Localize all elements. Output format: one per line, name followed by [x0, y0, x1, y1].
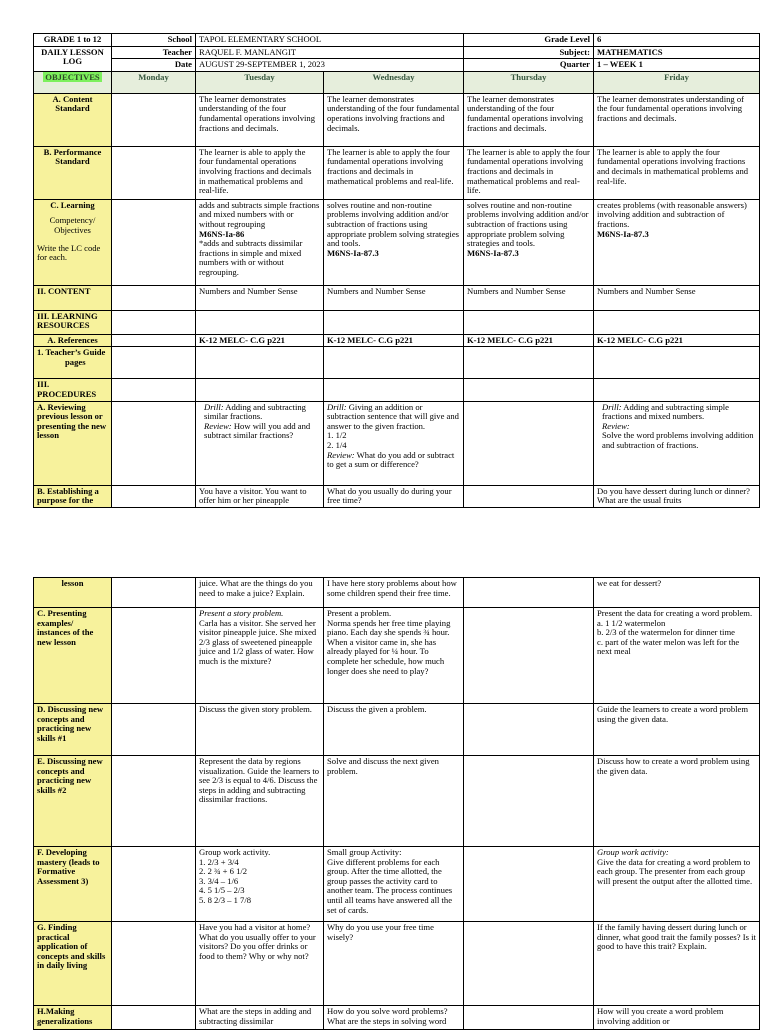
presenting-fri-item-c: c. part of the water melon was left for the next meal: [597, 636, 740, 657]
row-label-establishing-cont: lesson: [34, 578, 112, 608]
presenting-wed-text: Norma spends her free time playing piano. Each day she spends ¾ hour. When a visitor came in, she has already played for ¼ hour. To complete her schedule, how much longer does she need to play?: [327, 617, 451, 676]
cell-thu: [464, 578, 594, 608]
row-label-content-standard: A. Content Standard: [34, 93, 112, 146]
objectives-header: [34, 71, 112, 93]
developing-fri-text: Give the data for creating a word problem to each group. The presenter from each group will present the output after the allotted time.: [597, 856, 753, 886]
day-tuesday: Tuesday: [196, 71, 324, 93]
performance-standard-tue: The learner is able to apply the four fundamental operations involving fractions and decimals in mathematical problems and real-life.: [196, 146, 324, 199]
cell-thu: [464, 379, 594, 401]
reviewing-wed: [324, 401, 464, 485]
row-label-discussing-1: D. Discussing new concepts and practicing new skills #1: [34, 704, 112, 756]
cell-wed: [324, 379, 464, 401]
cell-monday: [112, 922, 196, 1006]
content-tue: Numbers and Number Sense: [196, 285, 324, 310]
cell-wed: [324, 310, 464, 334]
developing-tue-item-3: 3. 3/4 – 1/6: [199, 875, 239, 886]
discussing2-tue: Represent the data by regions visualization. Guide the learners to see 2/3 is equal to 4/6. Discuss the steps in adding and subtracting dissimilar fractions.: [196, 756, 324, 847]
content-standard-wed: The learner demonstrates understanding of the four fundamental operations involving fractions and decimals.: [324, 93, 464, 146]
grade-label: GRADE 1 to 12: [34, 34, 112, 47]
reviewing-wed-review: What do you add or subtract to get a sum or difference?: [327, 449, 455, 470]
school-label: School: [112, 34, 196, 47]
date-value: AUGUST 29-SEPTEMBER 1, 2023: [196, 59, 464, 72]
cell-monday: [112, 310, 196, 334]
quarter-value: 1 – WEEK 1: [594, 59, 760, 72]
finding-tue: Have you had a visitor at home? What do you usually offer to your visitors? Do you offer drinks or food to them? Why or why not?: [196, 922, 324, 1006]
teachers-guide-pages-label: pages: [65, 356, 86, 367]
row-label-teachers-guide: [34, 347, 112, 379]
presenting-fri-item-b: b. 2/3 of the watermelon for dinner time: [597, 627, 735, 638]
reviewing-tue-drill-label: Drill:: [204, 401, 224, 412]
presenting-wed-heading: Present a problem.: [327, 608, 392, 618]
cell-fri: [594, 379, 760, 401]
developing-fri: [594, 847, 760, 922]
cell-monday: [112, 485, 196, 507]
developing-tue-item-1: 1. 2/3 + 3/4: [199, 856, 239, 867]
competency-fri-text: creates problems (with reasonable answers) involving addition and subtraction of fractions.: [597, 199, 747, 229]
day-thursday: Thursday: [464, 71, 594, 93]
cell-wed: [324, 347, 464, 379]
finding-wed: Why do you use your free time wisely?: [324, 922, 464, 1006]
competency-wed-code: M6NS-Ia-87.3: [327, 247, 379, 258]
cell-monday: [112, 199, 196, 285]
establishing-tue-part1: You have a visitor. You want to offer him or her pineapple: [196, 485, 324, 507]
establishing-wed-part2: I have here story problems about how some children spend their free time.: [324, 578, 464, 608]
school-value: TAPOL ELEMENTARY SCHOOL: [196, 34, 464, 47]
cell-thu: [464, 847, 594, 922]
developing-tue-item-5: 5. 8 2/3 – 1 7/8: [199, 894, 252, 905]
reviewing-tue-drill: Adding and subtracting similar fractions.: [204, 401, 306, 422]
references-fri: K-12 MELC- C.G p221: [594, 334, 760, 347]
discussing2-fri: Discuss how to create a word problem using the given data.: [594, 756, 760, 847]
presenting-tue-heading: Present a story problem.: [199, 608, 284, 618]
reviewing-tue-review-label: Review:: [204, 420, 232, 431]
competency-label-line2: Competency/ Objectives: [49, 215, 96, 235]
discussing2-wed: Solve and discuss the next given problem.: [324, 756, 464, 847]
teachers-guide-label: 1. Teacher’s Guide: [37, 347, 106, 358]
establishing-wed-part1: What do you usually do during your free time?: [324, 485, 464, 507]
competency-tue-code: M6NS-Ia-86: [199, 228, 245, 239]
content-fri: Numbers and Number Sense: [594, 285, 760, 310]
cell-thu: [464, 1006, 594, 1030]
discussing1-wed: Discuss the given a problem.: [324, 704, 464, 756]
cell-monday: [112, 756, 196, 847]
performance-standard-thu: The learner is able to apply the four fundamental operations involving fractions and decimals in mathematical problems and real-life.: [464, 146, 594, 199]
reviewing-fri-review-label: Review:: [602, 420, 630, 431]
competency-thu: [464, 199, 594, 285]
competency-label-line3: Write the LC code for each.: [37, 242, 101, 263]
cell-tue: [196, 310, 324, 334]
objectives-label: OBJECTIVES: [45, 71, 100, 82]
cell-monday: [112, 93, 196, 146]
row-label-performance-standard: B. Performance Standard: [34, 146, 112, 199]
performance-standard-wed: The learner is able to apply the four fundamental operations involving fractions and decimals in mathematical problems and real-life.: [324, 146, 464, 199]
cell-monday: [112, 1006, 196, 1030]
cell-monday: [112, 146, 196, 199]
lesson-log-table-page-1: [33, 33, 760, 508]
row-label-developing: F. Developing mastery (leads to Formative Assessment 3): [34, 847, 112, 922]
cell-thu: [464, 347, 594, 379]
developing-tue-item-4: 4. 5 1/5 – 2/3: [199, 885, 245, 896]
day-friday: Friday: [594, 71, 760, 93]
content-standard-thu: The learner demonstrates understanding of the four fundamental operations involving fractions and decimals.: [464, 93, 594, 146]
generalization-wed: How do you solve word problems? What are the steps in solving word: [324, 1006, 464, 1030]
cell-tue: [196, 379, 324, 401]
competency-wed: [324, 199, 464, 285]
presenting-fri-item-a: a. 1 1/2 watermelon: [597, 617, 666, 628]
performance-standard-fri: The learner is able to apply the four fundamental operations involving fractions and decimals in mathematical problems and real-life.: [594, 146, 760, 199]
grade-level-value: 6: [594, 34, 760, 47]
presenting-fri: [594, 608, 760, 704]
subject-label: Subject:: [464, 46, 594, 59]
row-label-establishing: B. Establishing a purpose for the: [34, 485, 112, 507]
developing-fri-heading: Group work activity:: [597, 847, 669, 857]
cell-thu: [464, 922, 594, 1006]
subject-value: MATHEMATICS: [594, 46, 760, 59]
teacher-value: RAQUEL F. MANLANGIT: [196, 46, 464, 59]
row-label-discussing-2: E. Discussing new concepts and practicing new skills #2: [34, 756, 112, 847]
competency-tue-text: adds and subtracts simple fractions and mixed numbers with or without regrouping: [199, 199, 320, 229]
cell-fri: [594, 347, 760, 379]
presenting-tue-text: Carla has a visitor. She served her visitor pineapple juice. She mixed 2/3 glass of sweetened pineapple juice and 1/2 glass of water. How much is the mixture?: [199, 617, 317, 666]
discussing1-tue: Discuss the given story problem.: [196, 704, 324, 756]
cell-monday: [112, 847, 196, 922]
teacher-label: Teacher: [112, 46, 196, 59]
references-tue: K-12 MELC- C.G p221: [196, 334, 324, 347]
row-label-reviewing: A. Reviewing previous lesson or presenting the new lesson: [34, 401, 112, 485]
reviewing-fri: [594, 401, 760, 485]
row-label-presenting: C. Presenting examples/ instances of the new lesson: [34, 608, 112, 704]
cell-monday: [112, 578, 196, 608]
reviewing-wed-drill-label: Drill:: [327, 401, 347, 412]
references-thu: K-12 MELC- C.G p221: [464, 334, 594, 347]
reviewing-wed-item-2: 2. 1/4: [327, 439, 347, 450]
developing-tue: [196, 847, 324, 922]
generalization-tue: What are the steps in adding and subtracting dissimilar: [196, 1006, 324, 1030]
presenting-fri-heading: Present the data for creating a word problem.: [597, 608, 753, 618]
finding-fri: If the family having dessert during lunch or dinner, what good trait the family posses? Is it good to have this trait? Explain.: [594, 922, 760, 1006]
cell-monday: [112, 334, 196, 347]
cell-thu: [464, 485, 594, 507]
row-label-references: A. References: [34, 334, 112, 347]
cell-monday: [112, 347, 196, 379]
reviewing-wed-review-label: Review:: [327, 449, 355, 460]
day-wednesday: Wednesday: [324, 71, 464, 93]
references-wed: K-12 MELC- C.G p221: [324, 334, 464, 347]
cell-thu: [464, 310, 594, 334]
content-standard-tue: The learner demonstrates understanding of the four fundamental operations involving fractions and decimals.: [196, 93, 324, 146]
cell-thu: [464, 608, 594, 704]
content-wed: Numbers and Number Sense: [324, 285, 464, 310]
cell-monday: [112, 285, 196, 310]
competency-tue-extra: *adds and subtracts dissimilar fractions in simple and mixed numbers with or without regrouping.: [199, 238, 303, 277]
developing-tue-heading: Group work activity.: [199, 847, 271, 857]
quarter-label: Quarter: [464, 59, 594, 72]
generalization-fri: How will you create a word problem involving addition or: [594, 1006, 760, 1030]
establishing-fri-part1: Do you have dessert during lunch or dinner? What are the usual fruits: [594, 485, 760, 507]
developing-wed-heading: Small group Activity:: [327, 847, 402, 857]
competency-wed-text: solves routine and non-routine problems involving addition and/or subtraction of fractions using appropriate problem solving strategies and tools.: [327, 199, 459, 249]
cell-fri: [594, 310, 760, 334]
reviewing-fri-drill: Adding and subtracting simple fractions and mixed numbers.: [602, 401, 729, 422]
presenting-wed: [324, 608, 464, 704]
content-thu: Numbers and Number Sense: [464, 285, 594, 310]
competency-fri: [594, 199, 760, 285]
cell-thu: [464, 704, 594, 756]
row-label-content: II. CONTENT: [34, 285, 112, 310]
row-label-finding: G. Finding practical application of concepts and skills in daily living: [34, 922, 112, 1006]
reviewing-wed-drill: Giving an addition or subtraction sentence that will give and answer to the given fraction.: [327, 401, 459, 431]
reviewing-fri-drill-label: Drill:: [602, 401, 622, 412]
cell-thu: [464, 756, 594, 847]
reviewing-wed-item-1: 1. 1/2: [327, 430, 347, 441]
date-label: Date: [112, 59, 196, 72]
cell-monday: [112, 704, 196, 756]
row-label-procedures: III. PROCEDURES: [34, 379, 112, 401]
row-label-competency: [34, 199, 112, 285]
day-monday: Monday: [112, 71, 196, 93]
cell-tue: [196, 347, 324, 379]
developing-tue-item-2: 2. 2 ¾ + 6 1/2: [199, 866, 248, 877]
content-standard-fri: The learner demonstrates understanding of the four fundamental operations involving fractions and decimals.: [594, 93, 760, 146]
competency-fri-code: M6NS-Ia-87.3: [597, 228, 649, 239]
developing-wed-text: Give different problems for each group. After the time allotted, the group passes the activity card to another team. The process continues until all teams have answered all the set of cards.: [327, 856, 453, 915]
row-label-learning-resources: III. LEARNING RESOURCES: [34, 310, 112, 334]
discussing1-fri: Guide the learners to create a word problem using the given data.: [594, 704, 760, 756]
establishing-tue-part2: juice. What are the things do you need to make a juice? Explain.: [196, 578, 324, 608]
competency-thu-code: M6NS-Ia-87.3: [467, 247, 519, 258]
competency-tue: [196, 199, 324, 285]
competency-label-line1: C. Learning: [50, 199, 95, 210]
reviewing-tue: [196, 401, 324, 485]
reviewing-tue-review: How will you add and subtract similar fractions?: [204, 420, 311, 441]
document-title: DAILY LESSON LOG: [34, 46, 112, 71]
cell-monday: [112, 401, 196, 485]
cell-thu: [464, 401, 594, 485]
developing-wed: [324, 847, 464, 922]
presenting-tue: [196, 608, 324, 704]
establishing-fri-part2: we eat for dessert?: [594, 578, 760, 608]
competency-thu-text: solves routine and non-routine problems involving addition and/or subtraction of fractions using appropriate problem solving strategies and tools.: [467, 199, 589, 249]
reviewing-fri-review: Solve the word problems involving addition and subtraction of fractions.: [602, 430, 754, 450]
cell-monday: [112, 608, 196, 704]
cell-monday: [112, 379, 196, 401]
grade-level-label: Grade Level: [464, 34, 594, 47]
lesson-log-table-page-2: [33, 577, 760, 1030]
row-label-generalization: H.Making generalizations: [34, 1006, 112, 1030]
